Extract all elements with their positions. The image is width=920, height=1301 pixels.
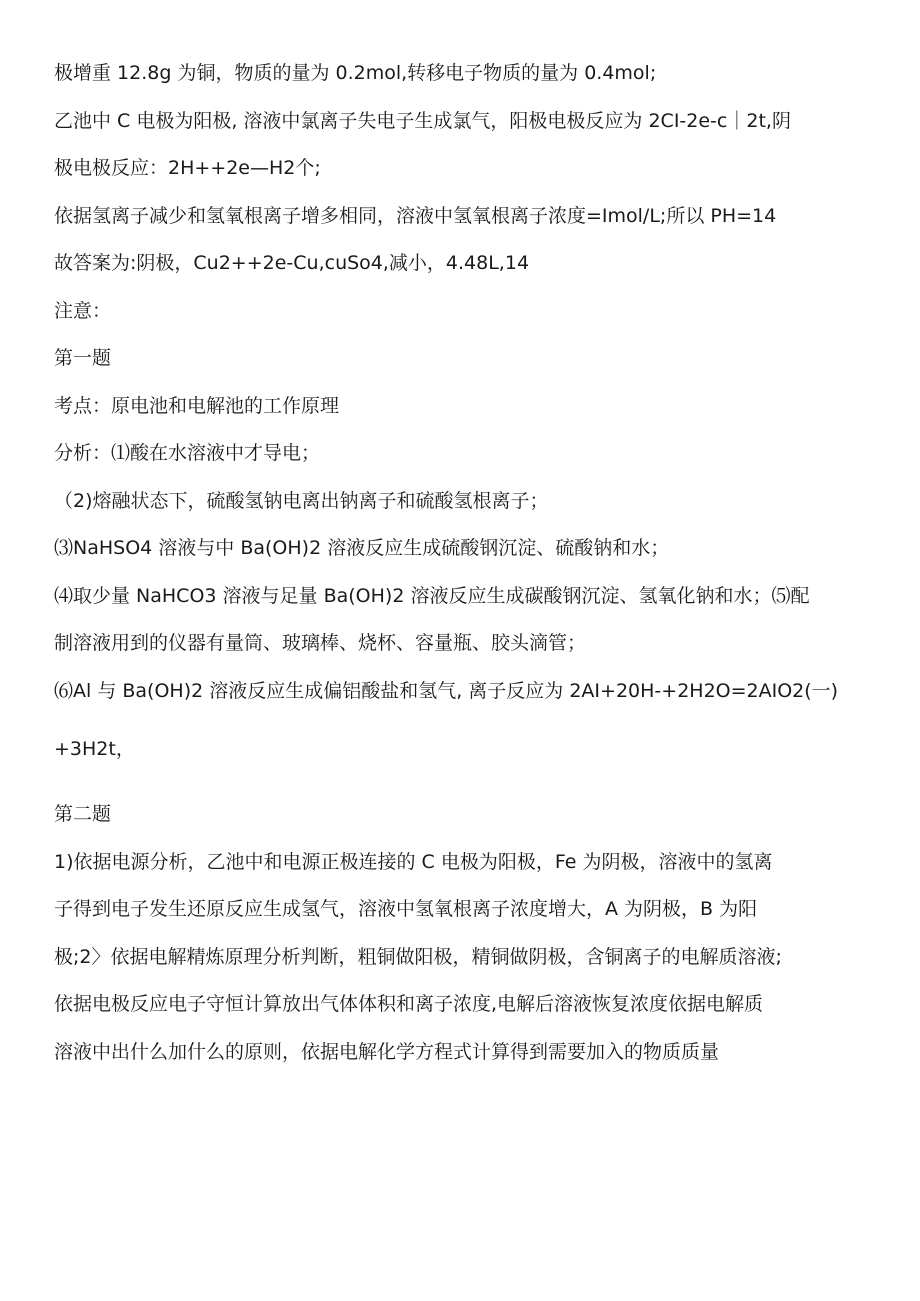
text-line: 溶液中出什么加什么的原则，依据电解化学方程式计算得到需要加入的物质质量 [54,1040,720,1063]
text-line: 分析：⑴酸在水溶液中才导电； [54,442,321,464]
text-line: 子得到电子发生还原反应生成氢气，溶液中氢氧根离子浓度增大，A 为阴极，B 为阳 [54,898,758,920]
text-line: 故答案为:阴极，Cu2++2e-Cu,cuSo4,减小，4.48L,14 [54,252,530,274]
section-heading: 第二题 [54,803,112,825]
text-line: 依据电极反应电子守恒计算放出气体体积和离子浓度,电解后溶液恢复浓度依据电解质 [54,993,764,1015]
text-line: 注意： [54,299,112,322]
text-line: +3H2t， [54,737,135,760]
text-line: 1)依据电源分析，乙池中和电源正极连接的 C 电极为阳极，Fe 为阴极，溶液中的氢离 [54,850,773,873]
blank-line [54,779,874,797]
text-line: （2)熔融状态下，硫酸氢钠电离出钠离子和硫酸氢根离子； [54,489,549,512]
text-line: 乙池中 C 电极为阳极, 溶液中氯离子失电子生成氯气，阳极电极反应为 2CI-2e-c｜2t,阴 [54,109,791,132]
text-line: ⑷取少量 NaHCO3 溶液与足量 Ba(OH)2 溶液反应生成碳酸钢沉淀、氢氧化钠和水；⑸配 [54,584,810,607]
text-line: 极;2〉依据电解精炼原理分析判断，粗铜做阳极，精铜做阴极，含铜离子的电解质溶液; [54,945,782,968]
text-line: 极电极反应：2H++2e—H2个; [54,157,321,179]
text-line: ⑹Al 与 Ba(OH)2 溶液反应生成偏铝酸盐和氢气, 离子反应为 2AI+20H-+2H2O=2AIO2(一) [54,679,839,702]
text-line: 考点：原电池和电解池的工作原理 [54,394,340,417]
text-line: 极增重 12.8g 为铜，物质的量为 0.2mol,转移电子物质的量为 0.4mol; [54,62,657,84]
text-line: 依据氢离子减少和氢氧根离子增多相同，溶液中氢氧根离子浓度=Imol/L;所以 PH=14 [54,204,777,227]
document-body [54,56,874,1082]
section-heading: 第一题 [54,347,112,369]
text-line: ⑶NaHSO4 溶液与中 Ba(OH)2 溶液反应生成硫酸钢沉淀、硫酸钠和水； [54,537,670,559]
text-line: 制溶液用到的仪器有量筒、玻璃棒、烧杯、容量瓶、胶头滴管； [54,632,587,654]
